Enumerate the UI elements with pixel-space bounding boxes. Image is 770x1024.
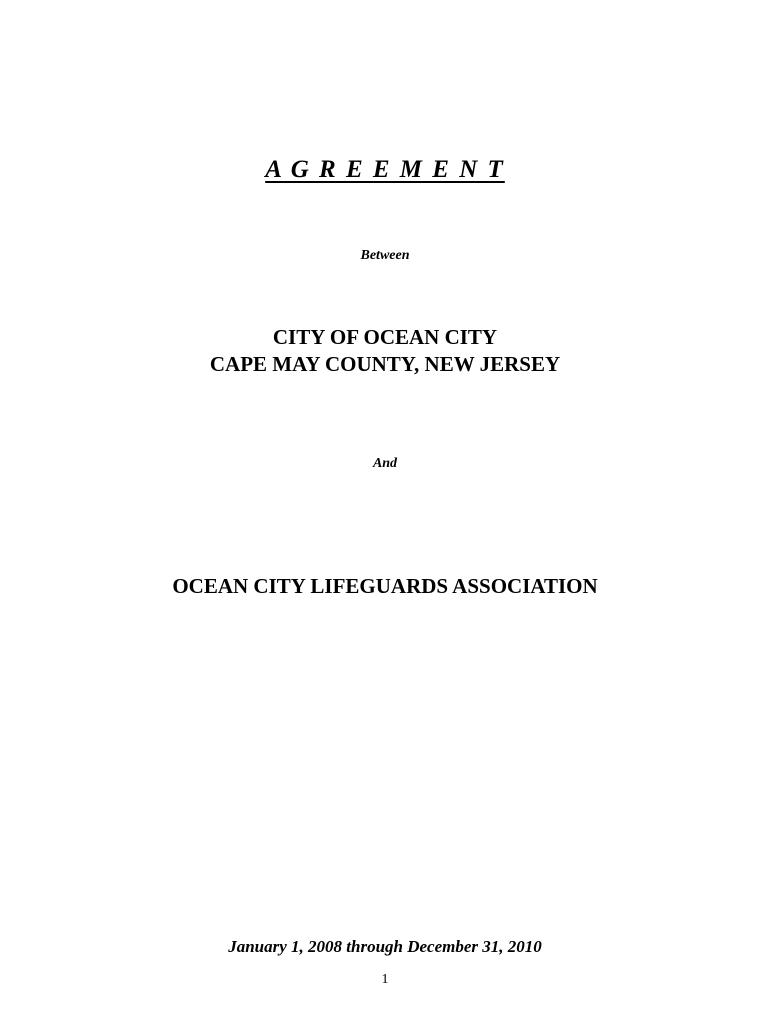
agreement-title: A G R E E M E N T [265, 156, 505, 183]
agreement-term: January 1, 2008 through December 31, 2010 [228, 937, 542, 956]
page-number: 1 [381, 972, 389, 987]
first-party-block [0, 324, 770, 378]
second-party-name: OCEAN CITY LIFEGUARDS ASSOCIATION [172, 574, 598, 598]
between-label: Between [360, 248, 410, 263]
first-party-name: CITY OF OCEAN CITY [272, 325, 498, 349]
first-party-location: CAPE MAY COUNTY, NEW JERSEY [209, 352, 561, 376]
and-label: And [372, 456, 398, 471]
